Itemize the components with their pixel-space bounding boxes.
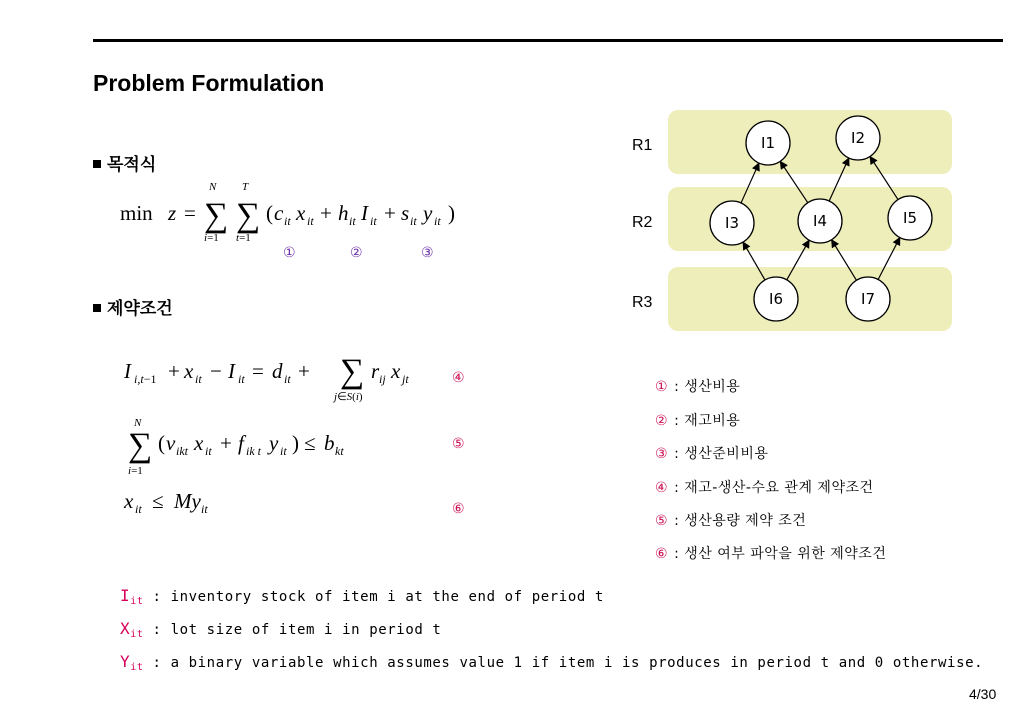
svg-text:≤: ≤: [304, 431, 316, 455]
svg-text:h: h: [338, 201, 349, 225]
definition-symbol: $X_{it}$: [120, 619, 144, 640]
svg-text:∑: ∑: [128, 427, 153, 464]
node-i4: [798, 199, 842, 243]
svg-text:t=1: t=1: [236, 232, 251, 244]
svg-text:s: s: [401, 201, 410, 225]
svg-text:∑: ∑: [236, 197, 261, 234]
constraints-label: 제약조건: [107, 299, 173, 319]
constraints-heading: [93, 294, 173, 319]
row-label-r2: R2: [632, 214, 653, 231]
top-rule: [93, 39, 1003, 42]
legend-number: ②: [655, 413, 669, 429]
svg-text:I3: I3: [725, 214, 739, 232]
svg-text:it: it: [195, 372, 202, 386]
svg-text:it: it: [201, 502, 208, 516]
svg-text:b: b: [324, 431, 335, 455]
svg-text:it: it: [205, 444, 212, 458]
marker-6: ⑥: [452, 501, 465, 517]
svg-text:f: f: [238, 431, 244, 455]
svg-text:): ): [448, 201, 455, 225]
legend-text: : 재고비용: [674, 413, 741, 429]
legend-number: ①: [655, 379, 669, 395]
svg-text:ij: ij: [379, 372, 386, 386]
svg-text:=: =: [184, 201, 196, 225]
legend-item: [655, 510, 806, 530]
legend-item: [655, 543, 886, 563]
svg-text:it: it: [284, 214, 291, 228]
svg-text:ikt: ikt: [176, 444, 188, 458]
svg-text:+: +: [168, 359, 180, 383]
definition-row: [120, 586, 604, 605]
svg-text:T: T: [242, 181, 249, 193]
svg-text:ik t: ik t: [246, 444, 261, 458]
svg-text:it: it: [307, 214, 314, 228]
svg-text:N: N: [209, 181, 217, 193]
constraint-formulas: [118, 348, 458, 528]
node-i7: [846, 277, 890, 321]
legend-number: ⑤: [655, 513, 669, 529]
legend-text: : 재고-생산-수요 관계 제약조건: [674, 480, 874, 496]
definition-text: : inventory stock of item i at the end of period t: [143, 589, 604, 605]
svg-text:x: x: [391, 359, 401, 383]
svg-text:I1: I1: [761, 134, 775, 152]
bullet-square-icon: [93, 304, 101, 312]
svg-text:it: it: [410, 214, 417, 228]
page-number: 4/30: [969, 686, 997, 702]
definition-text: : a binary variable which assumes value 1 if item i is produces in period t and 0 otherwise.: [143, 655, 984, 671]
svg-text:jt: jt: [402, 372, 409, 386]
svg-text:+: +: [298, 359, 310, 383]
definition-symbol: $Y_{it}$: [120, 652, 144, 673]
svg-text:∑: ∑: [204, 197, 229, 234]
legend-item: [655, 477, 874, 497]
definition-row: [120, 652, 983, 671]
node-i1: [746, 121, 790, 165]
svg-text:I5: I5: [903, 209, 917, 227]
svg-text:I: I: [124, 359, 131, 383]
svg-text:I7: I7: [861, 290, 875, 308]
svg-text:(: (: [158, 431, 165, 455]
row-band-r3: [668, 267, 952, 331]
legend-text: : 생산용량 제약 조건: [674, 513, 807, 529]
marker-3: ③: [421, 245, 434, 261]
svg-text:): ): [292, 431, 299, 455]
svg-text:+: +: [320, 201, 332, 225]
svg-text:∑: ∑: [340, 353, 365, 390]
legend-item: [655, 410, 740, 430]
objective-formula: [118, 176, 498, 246]
svg-text:My: My: [174, 489, 201, 513]
svg-text:it: it: [284, 372, 291, 386]
objective-heading: [93, 150, 156, 175]
legend-text: : 생산비용: [674, 379, 741, 395]
legend-text: : 생산 여부 파악을 위한 제약조건: [674, 546, 887, 562]
svg-text:it: it: [280, 444, 287, 458]
svg-text:I4: I4: [813, 212, 827, 230]
svg-text:N: N: [134, 417, 142, 429]
svg-text:+: +: [220, 431, 232, 455]
svg-text:it: it: [370, 214, 377, 228]
marker-2: ②: [350, 245, 363, 261]
legend-number: ⑥: [655, 546, 669, 562]
marker-1: ①: [283, 245, 296, 261]
legend-number: ④: [655, 480, 669, 496]
definition-text: : lot size of item i in period t: [143, 622, 442, 638]
svg-text:it: it: [434, 214, 441, 228]
svg-text:=: =: [252, 359, 264, 383]
legend-number: ③: [655, 446, 669, 462]
svg-text:it: it: [349, 214, 356, 228]
row-label-r3: R3: [632, 294, 653, 311]
row-band-r1: [668, 110, 952, 174]
svg-text:it: it: [238, 372, 245, 386]
svg-text:x: x: [184, 359, 194, 383]
node-i6: [754, 277, 798, 321]
svg-text:I6: I6: [769, 290, 783, 308]
svg-text:i=1: i=1: [128, 465, 143, 477]
svg-text:kt: kt: [335, 444, 344, 458]
node-i5: [888, 196, 932, 240]
svg-text:d: d: [272, 359, 283, 383]
definition-symbol: $I_{it}$: [120, 586, 144, 607]
marker-4: ④: [452, 370, 465, 386]
legend-item: [655, 443, 768, 463]
svg-text:x: x: [124, 489, 134, 513]
svg-text:i,t−1: i,t−1: [134, 372, 157, 386]
svg-text:v: v: [166, 431, 176, 455]
svg-text:c: c: [274, 201, 284, 225]
svg-text:i=1: i=1: [204, 232, 219, 244]
node-i3: [710, 201, 754, 245]
svg-text:x: x: [296, 201, 306, 225]
legend-item: [655, 376, 740, 396]
item-structure-diagram: [620, 105, 960, 337]
node-i2: [836, 116, 880, 160]
svg-text:j∈S(i): j∈S(i): [334, 391, 363, 403]
svg-text:x: x: [194, 431, 204, 455]
svg-text:z: z: [168, 201, 177, 225]
svg-text:it: it: [135, 502, 142, 516]
svg-text:y: y: [269, 431, 279, 455]
definition-row: [120, 619, 441, 638]
svg-text:y: y: [423, 201, 433, 225]
svg-text:I: I: [228, 359, 235, 383]
svg-text:+: +: [384, 201, 396, 225]
marker-5: ⑤: [452, 436, 465, 452]
page-title: Problem Formulation: [93, 70, 325, 96]
svg-text:I2: I2: [851, 129, 865, 147]
svg-text:(: (: [266, 201, 273, 225]
svg-text:min: min: [120, 201, 153, 225]
bullet-square-icon: [93, 160, 101, 168]
row-label-r1: R1: [632, 137, 653, 154]
legend-text: : 생산준비비용: [674, 446, 769, 462]
svg-text:−: −: [210, 359, 222, 383]
objective-label: 목적식: [107, 155, 157, 175]
svg-text:r: r: [371, 359, 380, 383]
svg-text:I: I: [361, 201, 368, 225]
svg-text:≤: ≤: [152, 489, 164, 513]
